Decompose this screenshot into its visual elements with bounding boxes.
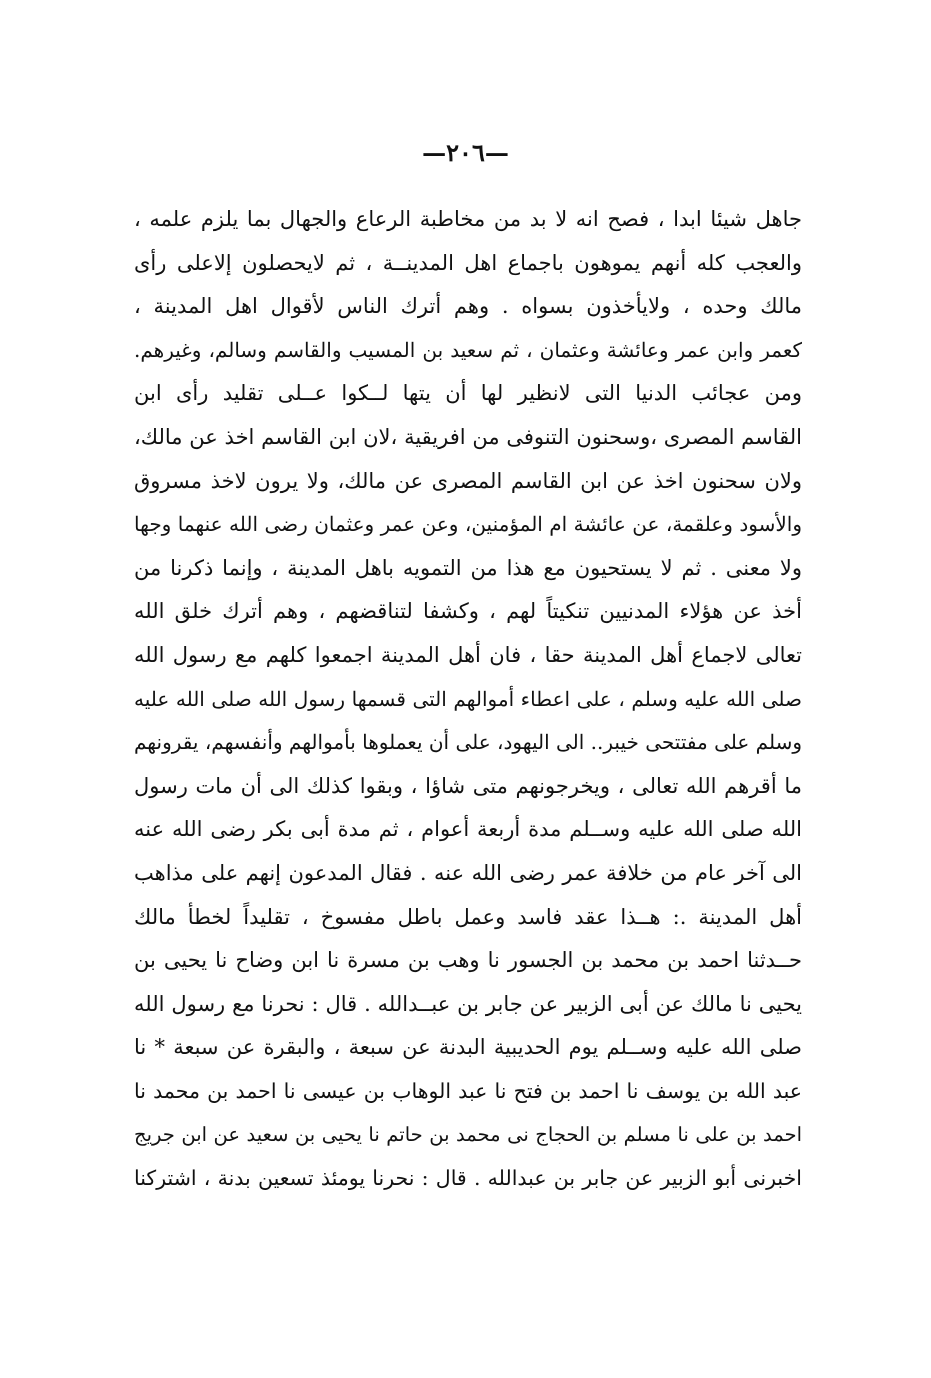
text-line: وسلم على مفتتحى خيبر.. الى اليهود، على أن يعملوها بأموالهم وأنفسهم، يقرونهم: [134, 730, 802, 755]
text-line: احمد بن على نا مسلم بن الحجاج نى محمد بن حاتم نا يحيى بن سعيد عن ابن جريج: [134, 1123, 802, 1147]
text-line: ما أقرهم الله تعالى ، ويخرجونهم متى شاؤا ، وبقوا كذلك الى أن مات رسول: [134, 773, 802, 798]
text-line: حــدثنا احمد بن محمد بن الجسور نا وهب بن مسرة نا ابن وضاح نا يحيى بن: [134, 948, 802, 973]
text-line: الله صلى الله عليه وســلم مدة أربعة أعوام ، ثم مدة أبى بكر رضى الله عنه: [134, 817, 802, 842]
text-line: تعالى لاجماع أهل المدينة حقا ، فان أهل المدينة اجمعوا كلهم مع رسول الله: [134, 642, 802, 667]
body-text: [134, 198, 802, 1201]
text-line: عبد الله بن يوسف نا احمد بن فتح نا عبد الوهاب بن عيسى نا احمد بن محمد نا: [134, 1078, 802, 1103]
text-line: القاسم المصرى ،وسحنون التنوفى من افريقية ،لان ابن القاسم اخذ عن مالك،: [134, 424, 802, 449]
text-line: يحيى نا مالك عن أبى الزبير عن جابر بن عبــدالله . قال : نحرنا مع رسول الله: [134, 991, 802, 1016]
text-line: أهل المدينة .: هــذا عقد فاسد وعمل باطل مفسوخ ، تقليداً لخطأ مالك: [134, 904, 802, 929]
text-line: أخذ عن هؤلاء المدنيين تنكيتاً لهم ، وكشفا لتناقضهم ، وهم أترك خلق الله: [134, 599, 802, 624]
text-line: كعمر وابن عمر وعائشة وعثمان ، ثم سعيد بن المسيب والقاسم وسالم، وغيرهم.: [134, 337, 802, 362]
text-line: ولان سحنون اخذ عن ابن القاسم المصرى عن مالك، ولا يرون لاخذ مسروق: [134, 468, 802, 493]
text-line: ولا معنى . ثم لا يستحيون مع هذا من التمويه باهل المدينة ، وإنما ذكرنا من: [134, 555, 802, 580]
text-line: والأسود وعلقمة، عن عائشة ام المؤمنين، وعن عمر وعثمان رضى الله عنهما وجها: [134, 512, 802, 537]
text-line: جاهل شيئا ابدا ، فصح انه لا بد من مخاطبة الرعاع والجهال بما يلزم علمه ،: [134, 207, 802, 231]
text-line: صلى الله عليه وسلم ، على اعطاء أموالهم التى قسمها رسول الله صلى الله عليه: [134, 686, 802, 711]
text-line: اخبرنى أبو الزبير عن جابر بن عبدالله . قال : نحرنا يومئذ تسعين بدنة ، اشتركنا: [134, 1166, 802, 1191]
text-line: الى آخر عام من خلافة عمر رضى الله عنه . فقال المدعون إنهم على مذاهب: [134, 860, 802, 885]
text-line: صلى الله عليه وســلم يوم الحديبية البدنة عن سبعة ، والبقرة عن سبعة * نا: [134, 1035, 802, 1060]
page-number: —٢٠٦—: [422, 138, 509, 167]
text-line: والعجب كله أنهم يموهون باجماع اهل المدينــة ، ثم لايحصلون إلاعلى رأى: [134, 250, 802, 275]
text-line: مالك وحده ، ولايأخذون بسواه . وهم أترك الناس لأقوال اهل المدينة ،: [134, 294, 802, 319]
text-line: ومن عجائب الدنيا التى لانظير لها أن يتها لــكوا عــلى تقليد رأى ابن: [134, 381, 802, 406]
